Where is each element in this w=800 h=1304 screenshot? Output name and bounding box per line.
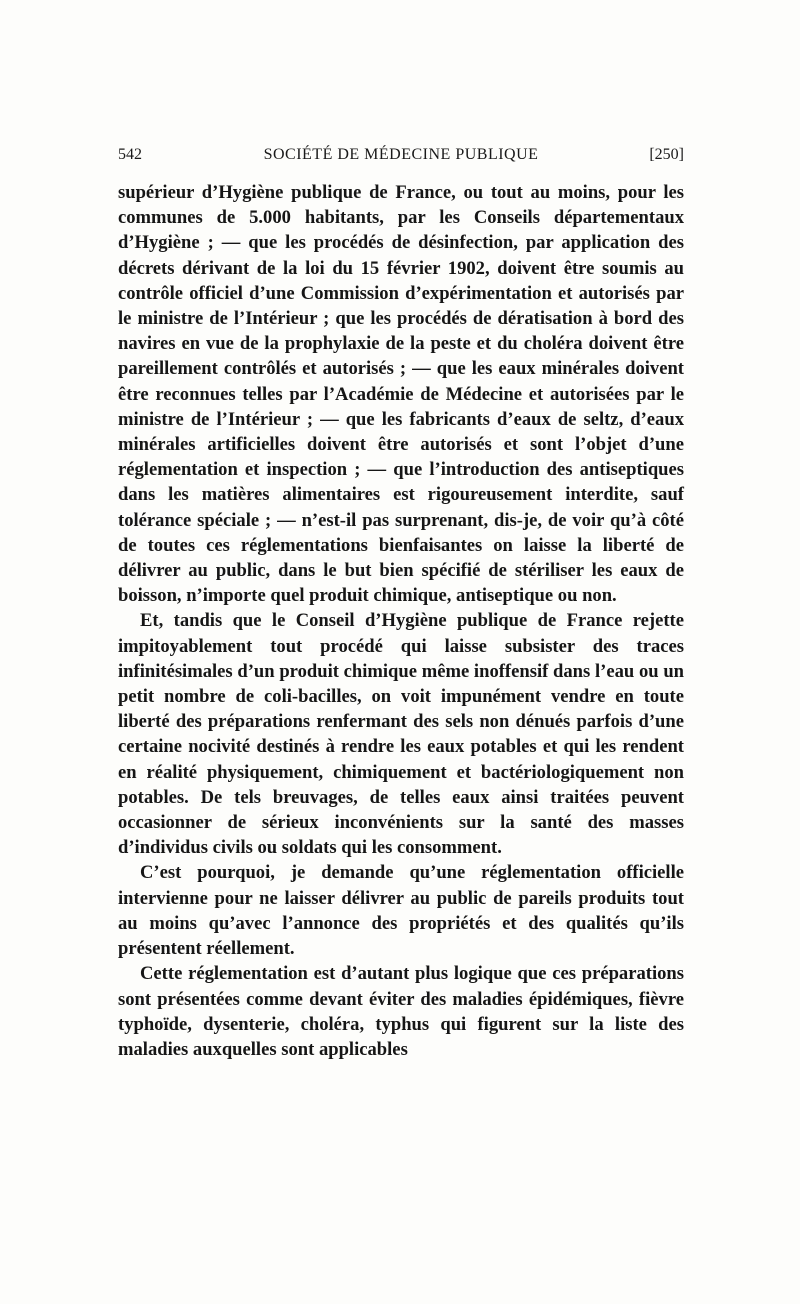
section-reference: [250] bbox=[649, 146, 684, 163]
paragraph-continued: supérieur d’Hygiène publique de France, ou tout au moins, pour les communes de 5.000 habitants, par les Conseils départementaux d’Hygiène ; — que les procédés de désinfection, par application des décrets dérivant de la loi du 15 février 1902, doivent être soumis au contrôle officiel d’une Commission d’expérimentation et autorisés par le ministre de l’Intérieur ; que les procédés de dératisation à bord des navires en vue de la prophylaxie de la peste et du choléra doivent être pareillement contrôlés et autorisés ; — que les eaux minérales doivent être reconnues telles par l’Académie de Médecine et autorisées par le ministre de l’Intérieur ; — que les fabricants d’eaux de seltz, d’eaux minérales artificielles doivent être autorisés et sont l’objet d’une réglementation et inspection ; — que l’introduction des antiseptiques dans les matières alimentaires est rigoureusement interdite, sauf tolérance spéciale ; — n’est-il pas surprenant, dis-je, de voir qu’à côté de toutes ces réglementations bienfaisantes on laisse la liberté de délivrer au public, dans le but bien spécifié de stériliser les eaux de boisson, n’importe quel produit chimique, antiseptique ou non. bbox=[118, 182, 684, 607]
paragraph: Cette réglementation est d’autant plus logique que ces préparations sont présentées comme devant éviter des maladies épidémiques, fièvre typhoïde, dysenterie, choléra, typhus qui figurent sur la liste des maladies auxquelles sont applicables bbox=[118, 963, 684, 1060]
running-head bbox=[118, 146, 684, 168]
body-text bbox=[118, 180, 684, 1062]
page-number: 542 bbox=[118, 146, 142, 163]
running-title: SOCIÉTÉ DE MÉDECINE PUBLIQUE bbox=[263, 146, 539, 163]
paragraph: C’est pourquoi, je demande qu’une réglementation officielle intervienne pour ne laisser délivrer au public de pareils produits tout au moins qu’avec l’annonce des propriétés et des qualités qu’ils présentent réellement. bbox=[118, 862, 684, 960]
paragraph: Et, tandis que le Conseil d’Hygiène publique de France rejette impitoyablement tout procédé qui laisse subsister des traces infinitésimales d’un produit chimique même inoffensif dans l’eau ou un petit nombre de coli-bacilles, on voit impunément vendre en toute liberté des préparations renfermant des sels non dénués parfois d’une certaine nocivité destinés à rendre les eaux potables et qui les rendent en réalité physiquement, chimiquement et bactériologiquement non potables. De tels breuvages, de telles eaux ainsi traitées peuvent occasionner de sérieux inconvénients sur la santé des masses d’individus civils ou soldats qui les consomment. bbox=[118, 610, 684, 859]
